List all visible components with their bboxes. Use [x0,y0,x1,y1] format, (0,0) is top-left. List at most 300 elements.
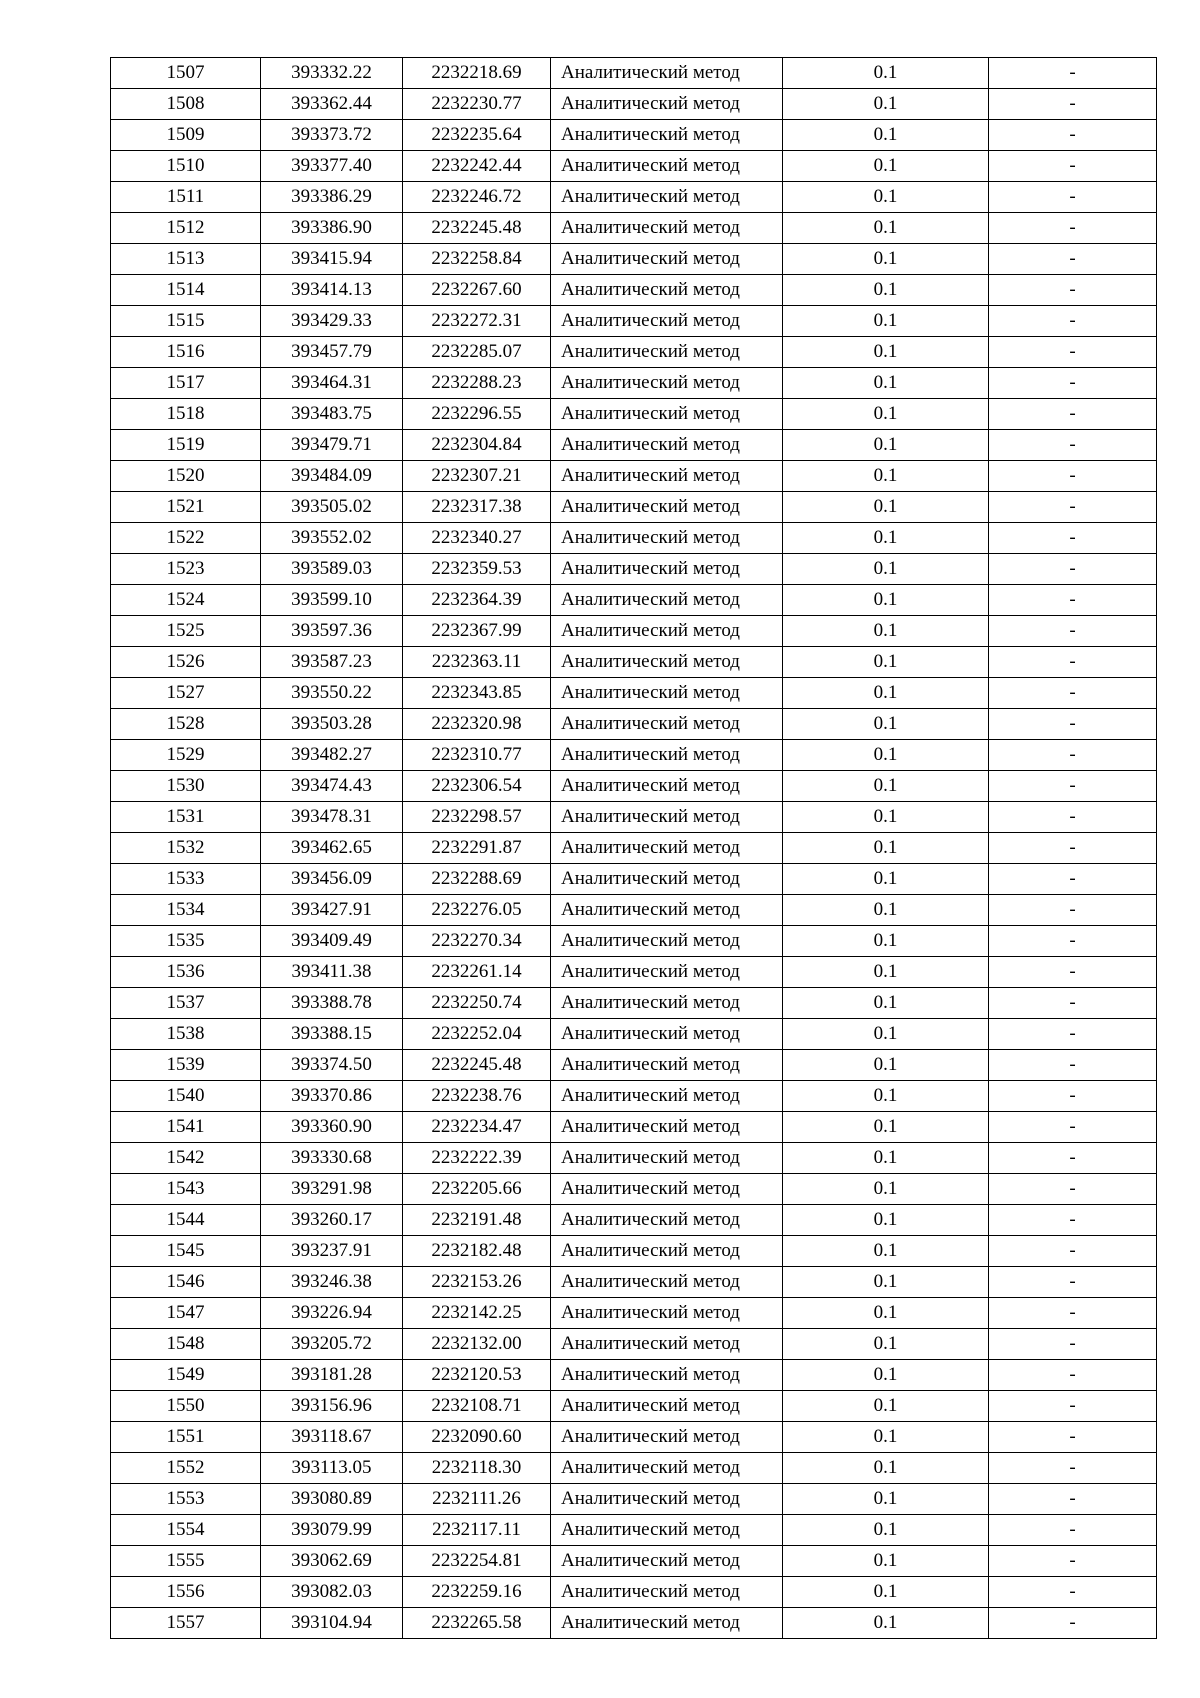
precision-cell: 0.1 [783,709,989,740]
method-cell: Аналитический метод [551,1205,783,1236]
precision-cell: 0.1 [783,1112,989,1143]
precision-cell: 0.1 [783,430,989,461]
table-row [111,740,1157,771]
point-number-cell: 1551 [111,1422,261,1453]
note-cell: - [989,1112,1157,1143]
point-number-cell: 1512 [111,213,261,244]
precision-cell: 0.1 [783,1515,989,1546]
x-coordinate-cell: 393237.91 [261,1236,403,1267]
note-cell: - [989,306,1157,337]
precision-cell: 0.1 [783,1484,989,1515]
point-number-cell: 1510 [111,151,261,182]
point-number-cell: 1521 [111,492,261,523]
method-cell: Аналитический метод [551,1391,783,1422]
precision-cell: 0.1 [783,368,989,399]
method-cell: Аналитический метод [551,554,783,585]
x-coordinate-cell: 393462.65 [261,833,403,864]
note-cell: - [989,1019,1157,1050]
table-row [111,1515,1157,1546]
precision-cell: 0.1 [783,275,989,306]
note-cell: - [989,492,1157,523]
precision-cell: 0.1 [783,151,989,182]
point-number-cell: 1556 [111,1577,261,1608]
table-row [111,58,1157,89]
method-cell: Аналитический метод [551,771,783,802]
method-cell: Аналитический метод [551,895,783,926]
x-coordinate-cell: 393082.03 [261,1577,403,1608]
table-row [111,1019,1157,1050]
point-number-cell: 1511 [111,182,261,213]
x-coordinate-cell: 393457.79 [261,337,403,368]
y-coordinate-cell: 2232359.53 [403,554,551,585]
y-coordinate-cell: 2232310.77 [403,740,551,771]
precision-cell: 0.1 [783,864,989,895]
precision-cell: 0.1 [783,58,989,89]
table-row [111,895,1157,926]
precision-cell: 0.1 [783,554,989,585]
table-row [111,492,1157,523]
x-coordinate-cell: 393479.71 [261,430,403,461]
precision-cell: 0.1 [783,1577,989,1608]
point-number-cell: 1516 [111,337,261,368]
note-cell: - [989,461,1157,492]
method-cell: Аналитический метод [551,213,783,244]
y-coordinate-cell: 2232117.11 [403,1515,551,1546]
x-coordinate-cell: 393478.31 [261,802,403,833]
x-coordinate-cell: 393414.13 [261,275,403,306]
point-number-cell: 1547 [111,1298,261,1329]
precision-cell: 0.1 [783,337,989,368]
method-cell: Аналитический метод [551,1329,783,1360]
x-coordinate-cell: 393181.28 [261,1360,403,1391]
table-row [111,833,1157,864]
precision-cell: 0.1 [783,1391,989,1422]
table-row [111,1360,1157,1391]
method-cell: Аналитический метод [551,58,783,89]
table-row [111,1205,1157,1236]
precision-cell: 0.1 [783,988,989,1019]
method-cell: Аналитический метод [551,182,783,213]
table-row [111,1453,1157,1484]
method-cell: Аналитический метод [551,709,783,740]
precision-cell: 0.1 [783,616,989,647]
table-row [111,337,1157,368]
point-number-cell: 1550 [111,1391,261,1422]
point-number-cell: 1514 [111,275,261,306]
method-cell: Аналитический метод [551,1453,783,1484]
note-cell: - [989,554,1157,585]
y-coordinate-cell: 2232218.69 [403,58,551,89]
table-row [111,306,1157,337]
y-coordinate-cell: 2232270.34 [403,926,551,957]
method-cell: Аналитический метод [551,1019,783,1050]
table-row [111,1329,1157,1360]
note-cell: - [989,802,1157,833]
table-row [111,120,1157,151]
y-coordinate-cell: 2232252.04 [403,1019,551,1050]
y-coordinate-cell: 2232298.57 [403,802,551,833]
precision-cell: 0.1 [783,213,989,244]
note-cell: - [989,740,1157,771]
y-coordinate-cell: 2232364.39 [403,585,551,616]
note-cell: - [989,957,1157,988]
precision-cell: 0.1 [783,1422,989,1453]
x-coordinate-cell: 393550.22 [261,678,403,709]
x-coordinate-cell: 393246.38 [261,1267,403,1298]
point-number-cell: 1524 [111,585,261,616]
method-cell: Аналитический метод [551,275,783,306]
note-cell: - [989,89,1157,120]
note-cell: - [989,678,1157,709]
table-row [111,771,1157,802]
point-number-cell: 1507 [111,58,261,89]
note-cell: - [989,1546,1157,1577]
note-cell: - [989,213,1157,244]
x-coordinate-cell: 393409.49 [261,926,403,957]
x-coordinate-cell: 393226.94 [261,1298,403,1329]
table-row [111,213,1157,244]
x-coordinate-cell: 393113.05 [261,1453,403,1484]
table-row [111,1422,1157,1453]
method-cell: Аналитический метод [551,678,783,709]
table-row [111,1112,1157,1143]
method-cell: Аналитический метод [551,957,783,988]
y-coordinate-cell: 2232245.48 [403,213,551,244]
method-cell: Аналитический метод [551,1360,783,1391]
table-row [111,399,1157,430]
point-number-cell: 1540 [111,1081,261,1112]
method-cell: Аналитический метод [551,368,783,399]
coordinates-table-body [111,58,1157,1639]
note-cell: - [989,771,1157,802]
precision-cell: 0.1 [783,833,989,864]
y-coordinate-cell: 2232142.25 [403,1298,551,1329]
x-coordinate-cell: 393505.02 [261,492,403,523]
note-cell: - [989,1391,1157,1422]
point-number-cell: 1517 [111,368,261,399]
note-cell: - [989,616,1157,647]
precision-cell: 0.1 [783,957,989,988]
point-number-cell: 1523 [111,554,261,585]
note-cell: - [989,647,1157,678]
method-cell: Аналитический метод [551,1143,783,1174]
point-number-cell: 1529 [111,740,261,771]
x-coordinate-cell: 393156.96 [261,1391,403,1422]
point-number-cell: 1538 [111,1019,261,1050]
precision-cell: 0.1 [783,182,989,213]
method-cell: Аналитический метод [551,1081,783,1112]
precision-cell: 0.1 [783,492,989,523]
table-row [111,1577,1157,1608]
precision-cell: 0.1 [783,1453,989,1484]
table-row [111,709,1157,740]
point-number-cell: 1557 [111,1608,261,1639]
x-coordinate-cell: 393597.36 [261,616,403,647]
precision-cell: 0.1 [783,678,989,709]
precision-cell: 0.1 [783,895,989,926]
x-coordinate-cell: 393388.78 [261,988,403,1019]
table-row [111,988,1157,1019]
y-coordinate-cell: 2232291.87 [403,833,551,864]
method-cell: Аналитический метод [551,585,783,616]
precision-cell: 0.1 [783,89,989,120]
precision-cell: 0.1 [783,1329,989,1360]
table-row [111,585,1157,616]
x-coordinate-cell: 393374.50 [261,1050,403,1081]
y-coordinate-cell: 2232296.55 [403,399,551,430]
note-cell: - [989,864,1157,895]
method-cell: Аналитический метод [551,1050,783,1081]
y-coordinate-cell: 2232222.39 [403,1143,551,1174]
y-coordinate-cell: 2232118.30 [403,1453,551,1484]
precision-cell: 0.1 [783,1298,989,1329]
point-number-cell: 1535 [111,926,261,957]
point-number-cell: 1543 [111,1174,261,1205]
note-cell: - [989,833,1157,864]
table-row [111,1608,1157,1639]
point-number-cell: 1528 [111,709,261,740]
y-coordinate-cell: 2232317.38 [403,492,551,523]
y-coordinate-cell: 2232285.07 [403,337,551,368]
table-row [111,89,1157,120]
point-number-cell: 1508 [111,89,261,120]
y-coordinate-cell: 2232265.58 [403,1608,551,1639]
note-cell: - [989,988,1157,1019]
y-coordinate-cell: 2232111.26 [403,1484,551,1515]
method-cell: Аналитический метод [551,1236,783,1267]
y-coordinate-cell: 2232132.00 [403,1329,551,1360]
precision-cell: 0.1 [783,771,989,802]
method-cell: Аналитический метод [551,1267,783,1298]
table-row [111,461,1157,492]
precision-cell: 0.1 [783,647,989,678]
note-cell: - [989,58,1157,89]
precision-cell: 0.1 [783,461,989,492]
point-number-cell: 1548 [111,1329,261,1360]
point-number-cell: 1545 [111,1236,261,1267]
note-cell: - [989,1360,1157,1391]
y-coordinate-cell: 2232242.44 [403,151,551,182]
point-number-cell: 1530 [111,771,261,802]
y-coordinate-cell: 2232246.72 [403,182,551,213]
y-coordinate-cell: 2232230.77 [403,89,551,120]
y-coordinate-cell: 2232307.21 [403,461,551,492]
note-cell: - [989,337,1157,368]
point-number-cell: 1509 [111,120,261,151]
precision-cell: 0.1 [783,120,989,151]
point-number-cell: 1536 [111,957,261,988]
method-cell: Аналитический метод [551,1484,783,1515]
note-cell: - [989,1298,1157,1329]
precision-cell: 0.1 [783,1360,989,1391]
x-coordinate-cell: 393599.10 [261,585,403,616]
note-cell: - [989,926,1157,957]
y-coordinate-cell: 2232205.66 [403,1174,551,1205]
method-cell: Аналитический метод [551,337,783,368]
method-cell: Аналитический метод [551,926,783,957]
x-coordinate-cell: 393388.15 [261,1019,403,1050]
method-cell: Аналитический метод [551,523,783,554]
precision-cell: 0.1 [783,1174,989,1205]
method-cell: Аналитический метод [551,306,783,337]
y-coordinate-cell: 2232259.16 [403,1577,551,1608]
x-coordinate-cell: 393205.72 [261,1329,403,1360]
precision-cell: 0.1 [783,523,989,554]
y-coordinate-cell: 2232340.27 [403,523,551,554]
y-coordinate-cell: 2232304.84 [403,430,551,461]
point-number-cell: 1534 [111,895,261,926]
note-cell: - [989,1050,1157,1081]
point-number-cell: 1515 [111,306,261,337]
note-cell: - [989,1081,1157,1112]
point-number-cell: 1546 [111,1267,261,1298]
y-coordinate-cell: 2232261.14 [403,957,551,988]
note-cell: - [989,244,1157,275]
table-row [111,275,1157,306]
method-cell: Аналитический метод [551,430,783,461]
note-cell: - [989,275,1157,306]
x-coordinate-cell: 393415.94 [261,244,403,275]
note-cell: - [989,120,1157,151]
note-cell: - [989,1484,1157,1515]
table-row [111,368,1157,399]
note-cell: - [989,399,1157,430]
point-number-cell: 1539 [111,1050,261,1081]
note-cell: - [989,895,1157,926]
method-cell: Аналитический метод [551,740,783,771]
point-number-cell: 1522 [111,523,261,554]
point-number-cell: 1525 [111,616,261,647]
note-cell: - [989,1267,1157,1298]
note-cell: - [989,1329,1157,1360]
y-coordinate-cell: 2232306.54 [403,771,551,802]
method-cell: Аналитический метод [551,244,783,275]
y-coordinate-cell: 2232267.60 [403,275,551,306]
point-number-cell: 1537 [111,988,261,1019]
table-row [111,1391,1157,1422]
method-cell: Аналитический метод [551,1515,783,1546]
y-coordinate-cell: 2232254.81 [403,1546,551,1577]
x-coordinate-cell: 393587.23 [261,647,403,678]
x-coordinate-cell: 393373.72 [261,120,403,151]
x-coordinate-cell: 393483.75 [261,399,403,430]
precision-cell: 0.1 [783,399,989,430]
y-coordinate-cell: 2232288.69 [403,864,551,895]
precision-cell: 0.1 [783,1236,989,1267]
x-coordinate-cell: 393427.91 [261,895,403,926]
note-cell: - [989,1236,1157,1267]
precision-cell: 0.1 [783,585,989,616]
y-coordinate-cell: 2232276.05 [403,895,551,926]
point-number-cell: 1552 [111,1453,261,1484]
point-number-cell: 1555 [111,1546,261,1577]
method-cell: Аналитический метод [551,89,783,120]
table-row [111,864,1157,895]
table-row [111,430,1157,461]
note-cell: - [989,368,1157,399]
point-number-cell: 1532 [111,833,261,864]
y-coordinate-cell: 2232363.11 [403,647,551,678]
method-cell: Аналитический метод [551,1546,783,1577]
table-row [111,1174,1157,1205]
table-row [111,1298,1157,1329]
precision-cell: 0.1 [783,306,989,337]
precision-cell: 0.1 [783,1081,989,1112]
note-cell: - [989,709,1157,740]
x-coordinate-cell: 393377.40 [261,151,403,182]
table-row [111,182,1157,213]
table-row [111,678,1157,709]
table-row [111,1546,1157,1577]
x-coordinate-cell: 393474.43 [261,771,403,802]
point-number-cell: 1527 [111,678,261,709]
precision-cell: 0.1 [783,926,989,957]
x-coordinate-cell: 393484.09 [261,461,403,492]
table-row [111,554,1157,585]
method-cell: Аналитический метод [551,492,783,523]
point-number-cell: 1544 [111,1205,261,1236]
note-cell: - [989,1143,1157,1174]
y-coordinate-cell: 2232343.85 [403,678,551,709]
table-row [111,1236,1157,1267]
y-coordinate-cell: 2232108.71 [403,1391,551,1422]
x-coordinate-cell: 393362.44 [261,89,403,120]
note-cell: - [989,1577,1157,1608]
x-coordinate-cell: 393482.27 [261,740,403,771]
precision-cell: 0.1 [783,1050,989,1081]
y-coordinate-cell: 2232272.31 [403,306,551,337]
method-cell: Аналитический метод [551,1112,783,1143]
x-coordinate-cell: 393118.67 [261,1422,403,1453]
y-coordinate-cell: 2232238.76 [403,1081,551,1112]
method-cell: Аналитический метод [551,151,783,182]
point-number-cell: 1518 [111,399,261,430]
point-number-cell: 1542 [111,1143,261,1174]
x-coordinate-cell: 393411.38 [261,957,403,988]
note-cell: - [989,151,1157,182]
table-row [111,1081,1157,1112]
method-cell: Аналитический метод [551,988,783,1019]
y-coordinate-cell: 2232320.98 [403,709,551,740]
point-number-cell: 1533 [111,864,261,895]
point-number-cell: 1554 [111,1515,261,1546]
x-coordinate-cell: 393332.22 [261,58,403,89]
precision-cell: 0.1 [783,1019,989,1050]
y-coordinate-cell: 2232288.23 [403,368,551,399]
precision-cell: 0.1 [783,244,989,275]
note-cell: - [989,1453,1157,1484]
y-coordinate-cell: 2232234.47 [403,1112,551,1143]
x-coordinate-cell: 393464.31 [261,368,403,399]
coordinates-table [110,57,1157,1639]
y-coordinate-cell: 2232235.64 [403,120,551,151]
x-coordinate-cell: 393589.03 [261,554,403,585]
x-coordinate-cell: 393330.68 [261,1143,403,1174]
table-row [111,1050,1157,1081]
note-cell: - [989,1515,1157,1546]
method-cell: Аналитический метод [551,1577,783,1608]
y-coordinate-cell: 2232090.60 [403,1422,551,1453]
table-row [111,1484,1157,1515]
point-number-cell: 1553 [111,1484,261,1515]
note-cell: - [989,585,1157,616]
method-cell: Аналитический метод [551,1298,783,1329]
x-coordinate-cell: 393104.94 [261,1608,403,1639]
x-coordinate-cell: 393079.99 [261,1515,403,1546]
method-cell: Аналитический метод [551,1608,783,1639]
note-cell: - [989,1422,1157,1453]
y-coordinate-cell: 2232153.26 [403,1267,551,1298]
